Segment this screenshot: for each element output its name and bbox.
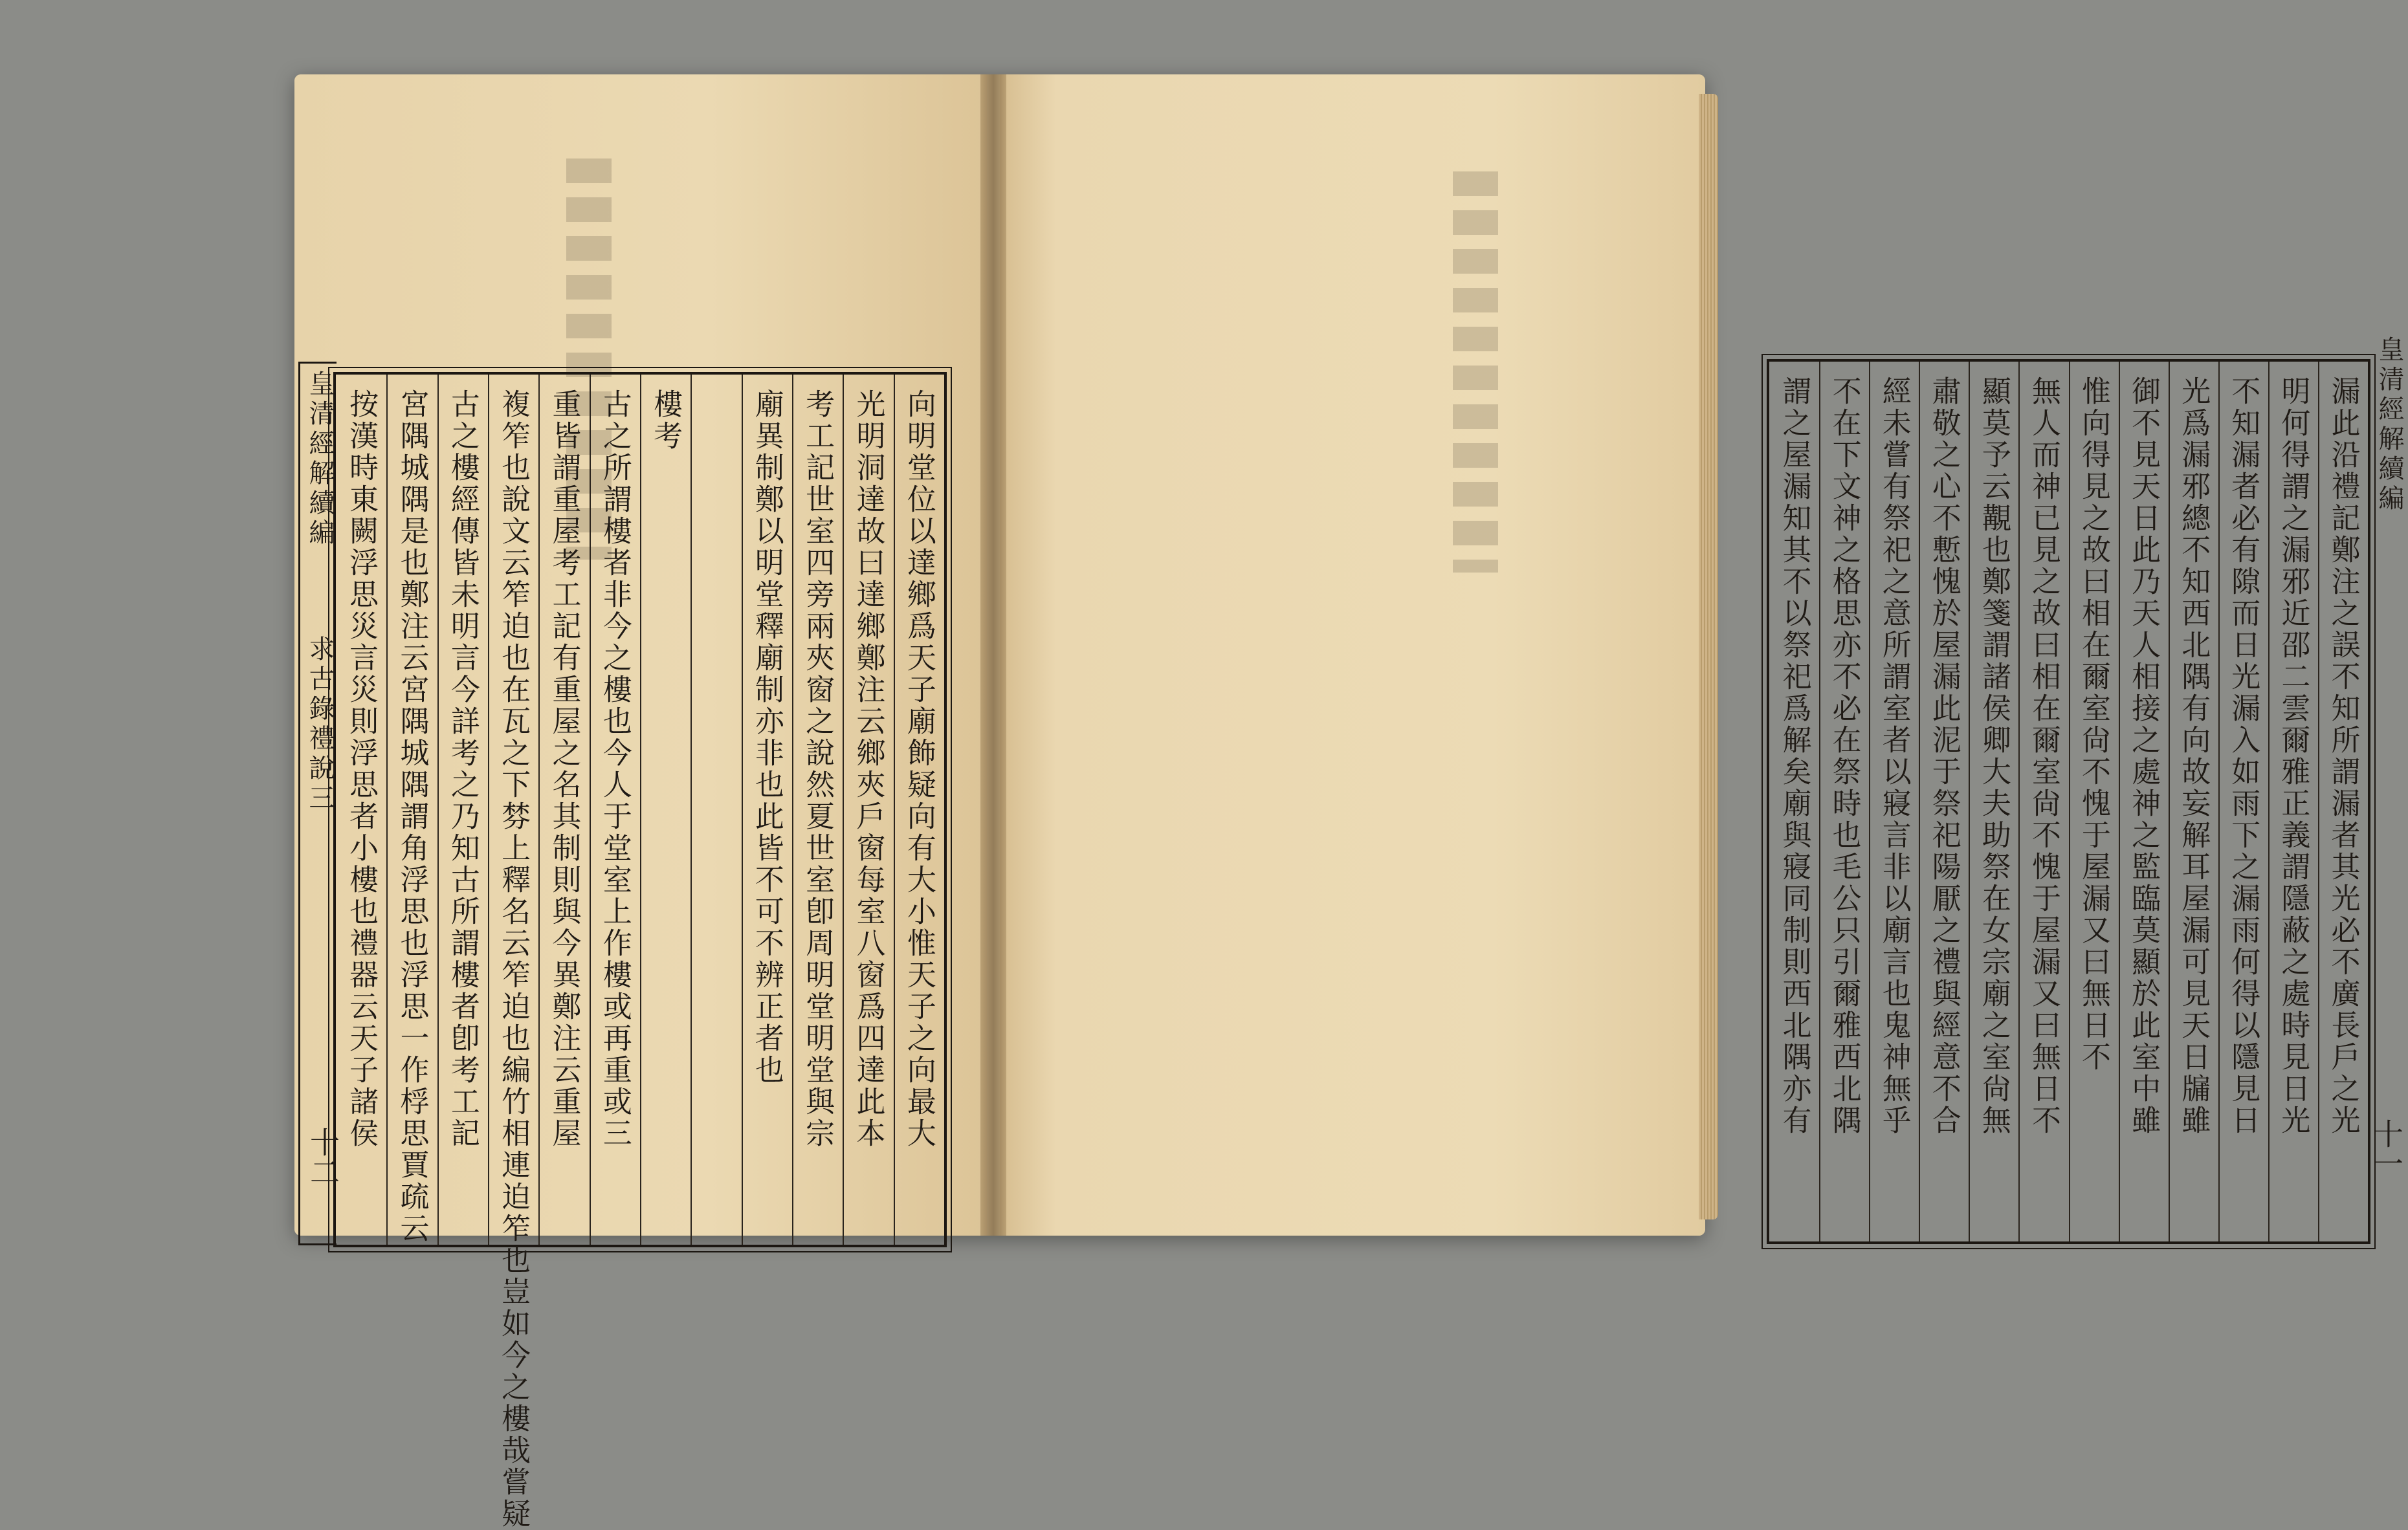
right-page-column: 漏此沿禮記鄭注之誤不知所謂漏者其光必不廣長戶之光 [2326,376,2361,1137]
right-margin-title: 皇清經解續編 [2374,336,2404,514]
column-rule [2069,362,2070,1241]
book-gutter [980,74,1006,1236]
left-page-column: 考工記世室四旁兩夾窗之說然夏世室卽周明堂明堂與宗 [801,389,835,1150]
left-page-column: 向明堂位以達鄉爲天子廟飾疑向有大小惟天子之向最大 [901,389,936,1150]
left-text-frame [305,370,947,1530]
column-rule [1919,362,1920,1241]
right-page-column: 御不見天日此乃天人相接之處神之監臨莫顯於此室中雖 [2126,376,2161,1137]
column-rule [488,375,489,1245]
column-rule [640,375,641,1245]
column-rule [742,375,743,1245]
open-book [294,74,2404,1530]
page-edges [1699,94,1718,1219]
right-page-column: 明何得謂之漏邪近邵二雲爾雅正義謂隱蔽之處時見日光 [2276,376,2311,1137]
column-rule [2119,362,2120,1241]
column-rule [690,375,692,1245]
left-page-column: 古之樓經傳皆未明言今詳考之乃知古所謂樓者卽考工記 [445,389,480,1150]
left-margin-title: 皇清經解續編 [305,370,335,549]
right-page-column: 顯莫予云覯也鄭箋謂諸侯卿大夫助祭在女宗廟之室尙無 [1976,376,2011,1137]
left-margin-section: 求古錄禮說三 [305,635,335,814]
right-folio: 十一 [2369,1119,2404,1178]
left-page-column: 按漢時東闕浮思災言災則浮思者小樓也禮器云天子諸侯 [344,389,379,1150]
right-page-column: 惟向得見之故曰相在爾室尙不愧于屋漏又曰無日不 [2077,376,2112,1073]
right-page [1000,74,2404,1236]
right-text-frame [1767,336,2404,1244]
column-rule [2318,362,2319,1241]
column-rule [1869,362,1870,1241]
show-through-text [1453,171,1498,573]
left-page [294,74,987,1530]
column-rule [2018,362,2020,1241]
column-rule [2169,362,2170,1241]
right-page-column: 謂之屋漏知其不以祭祀爲解矣廟與寢同制則西北隅亦有 [1777,376,1812,1137]
left-folio: 十二 [305,1127,340,1186]
column-rule [437,375,439,1245]
left-page-column: 宮隅城隅是也鄭注云宮隅城隅謂角浮思也浮思一作桴思賈疏云 [395,389,430,1245]
right-page-column: 不在下文神之格思亦不必在祭時也毛公只引爾雅西北隅 [1827,376,1862,1137]
left-page-column: 樓考 [648,389,683,452]
left-page-column: 古之所謂樓者非今之樓也今人于堂室上作樓或再重或三 [597,389,632,1150]
column-rule [2268,362,2270,1241]
column-rule [894,375,895,1245]
left-page-column: 重皆謂重屋考工記有重屋之名其制則與今異鄭注云重屋 [547,389,582,1150]
right-page-column: 肅敬之心不慙愧於屋漏此泥于祭祀陽厭之禮與經意不合 [1927,376,1961,1137]
column-rule [590,375,591,1245]
column-rule [792,375,793,1245]
left-page-column: 光明洞達故曰達鄉鄭注云鄉夾戶窗每室八窗爲四達此本 [851,389,886,1150]
right-page-column: 光爲漏邪總不知西北隅有向故妄解耳屋漏可見天日牖雖 [2176,376,2211,1137]
left-page-column: 廟異制鄭以明堂釋廟制亦非也此皆不可不辨正者也 [749,389,784,1086]
right-page-column: 無人而神已見之故曰相在爾室尙不愧于屋漏又曰無日不 [2026,376,2061,1137]
right-page-column: 不知漏者必有隙而日光漏入如雨下之漏雨何得以隱見日 [2226,376,2261,1137]
column-rule [2218,362,2220,1241]
column-rule [538,375,540,1245]
left-page-column: 複笮也說文云笮迫也在瓦之下棼上釋名云笮迫也編竹相連迫笮也豈如今之樓哉嘗疑 [496,389,531,1530]
column-rule [843,375,844,1245]
column-rule [1819,362,1820,1241]
column-rule [1969,362,1970,1241]
column-rule [386,375,388,1245]
left-margin-column [298,362,340,1245]
right-page-column: 經未嘗有祭祀之意所謂室者以寢言非以廟言也鬼神無乎 [1877,376,1912,1137]
